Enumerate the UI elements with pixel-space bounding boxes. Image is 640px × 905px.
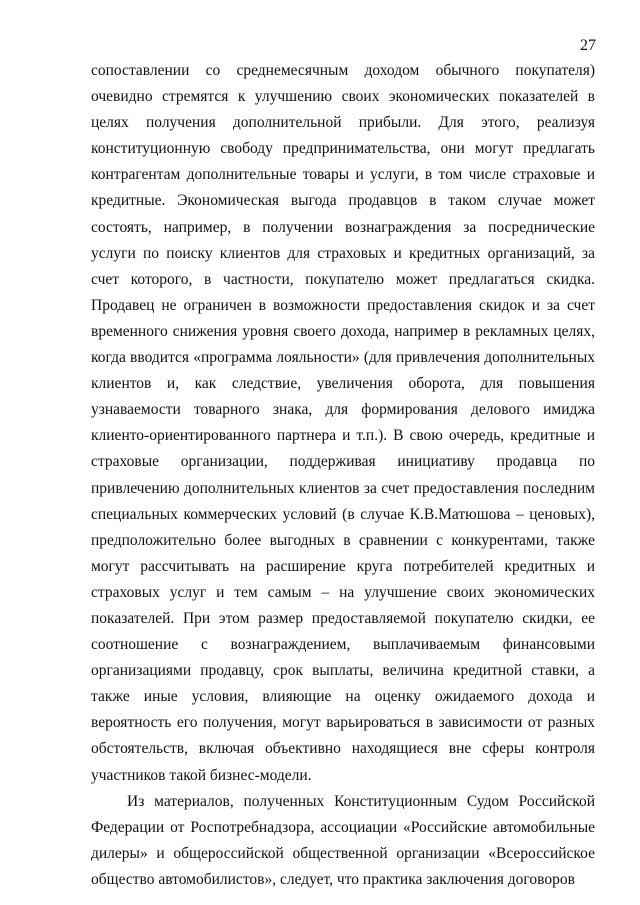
document-body <box>91 58 595 893</box>
paragraph-continued: сопоставлении со среднемесячным доходом обычного покупателя) очевидно стремятся к улучшению своих экономических показателей в целях получения дополнительной прибыли. Для этого, реализуя конституционную свободу предпринимательства, они могут предлагать контрагентам дополнительные товары и услуги, в том числе страховые и кредитные. Экономическая выгода продавцов в таком случае может состоять, например, в получении вознаграждения за посреднические услуги по поиску клиентов для страховых и кредитных организаций, за счет которого, в частности, покупателю может предлагаться скидка. Продавец не ограничен в возможности предоставления скидок и за счет временного снижения уровня своего дохода, например в рекламных целях, когда вводится «программа лояльности» (для привлечения дополнительных клиентов и, как следствие, увеличения оборота, для повышения узнаваемости товарного знака, для формирования делового имиджа клиенто-ориентированного партнера и т.п.). В свою очередь, кредитные и страховые организации, поддерживая инициативу продавца по привлечению дополнительных клиентов за счет предоставления последним специальных коммерческих условий (в случае К.В.Матюшова – ценовых), предположительно более выгодных в сравнении с конкурентами, также могут рассчитывать на расширение круга потребителей кредитных и страховых услуг и тем самым – на улучшение своих экономических показателей. При этом размер предоставляемой покупателю скидки, ее соотношение с вознаграждением, выплачиваемым финансовыми организациями продавцу, срок выплаты, величина кредитной ставки, а также иные условия, влияющие на оценку ожидаемого дохода и вероятность его получения, могут варьироваться в зависимости от разных обстоятельств, включая объективно находящиеся вне сферы контроля участников такой бизнес-модели. <box>91 62 595 784</box>
paragraph: Из материалов, полученных Конституционным Судом Российской Федерации от Роспотребнадзора, ассоциации «Российские автомобильные дилеры» и общероссийской общественной организации «Всероссийское общество автомобилистов», следует, что практика заключения договоров <box>91 792 595 888</box>
page-number: 27 <box>580 37 596 54</box>
